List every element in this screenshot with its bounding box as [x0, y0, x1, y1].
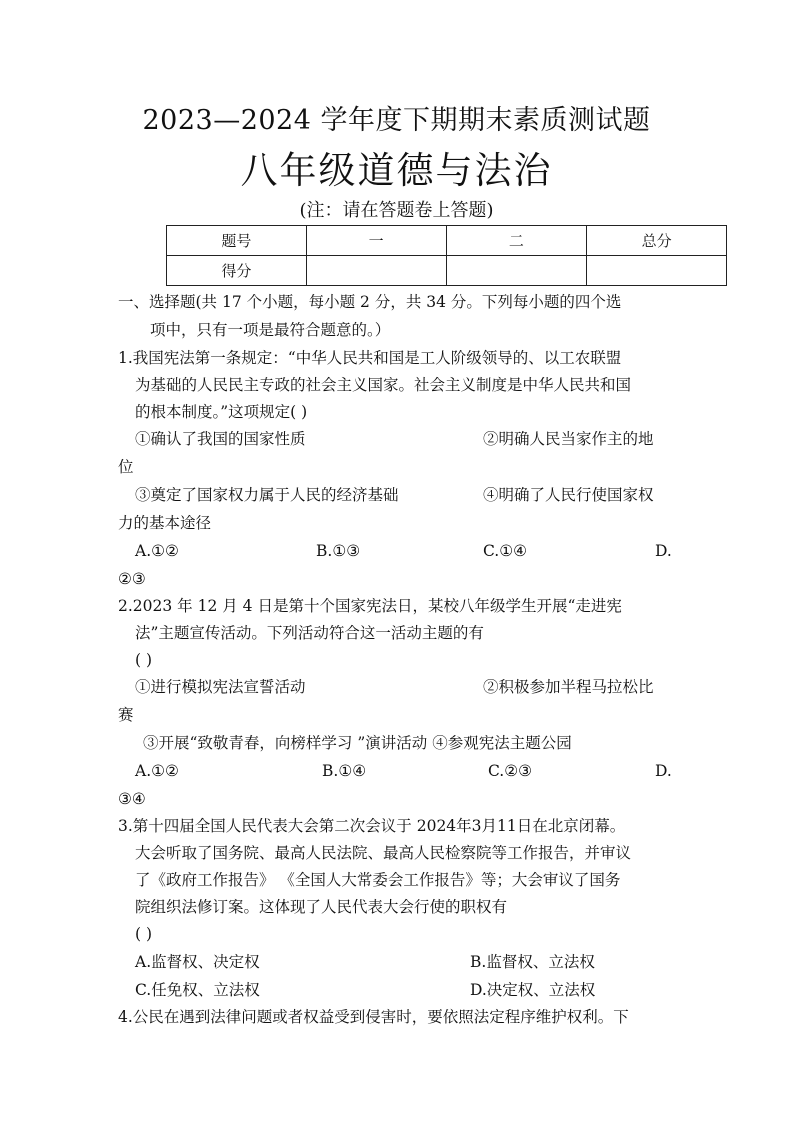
score-table	[166, 225, 727, 286]
question-1-text: 1.我国宪法第一条规定：“中华人民共和国是工人阶级领导的、以工农联盟	[118, 349, 622, 367]
question-1-option-a[interactable]: A.①②	[135, 542, 179, 560]
question-1-statement: ③奠定了国家权力属于人民的经济基础	[135, 486, 399, 504]
table-cell: 题号	[167, 226, 307, 256]
subject-title: 八年级道德与法治	[240, 149, 553, 192]
question-1-option-d[interactable]: ②③	[118, 570, 146, 588]
question-1-text: 的根本制度。”这项规定( )	[135, 403, 308, 421]
question-3-text: 院组织法修订案。这体现了人民代表大会行使的职权有	[135, 898, 508, 916]
section-heading: 一、选择题(共 17 个小题，每小题 2 分，共 34 分。下列每小题的四个选	[118, 293, 622, 311]
question-3-text: 大会听取了国务院、最高人民法院、最高人民检察院等工作报告，并审议	[135, 844, 632, 862]
question-2-option-d[interactable]: ③④	[118, 790, 146, 808]
question-2-option-b[interactable]: B.①④	[322, 762, 367, 780]
question-1-option-d[interactable]: D.	[655, 542, 672, 560]
question-1-option-c[interactable]: C.①④	[483, 542, 528, 560]
question-2-statement: ①进行模拟宪法宣誓活动	[135, 678, 306, 696]
question-3-option-b[interactable]: B.监督权、立法权	[470, 953, 595, 971]
answer-blank: ( )	[135, 651, 153, 669]
question-2-option-a[interactable]: A.①②	[135, 762, 179, 780]
question-1-statement: ④明确了人民行使国家权	[483, 486, 654, 504]
question-3-option-d[interactable]: D.决定权、立法权	[470, 981, 596, 999]
question-2-statement: ③开展“致敬青春，向榜样学习 ”演讲活动 ④参观宪法主题公园	[143, 734, 572, 752]
table-row	[167, 226, 727, 256]
score-input-cell[interactable]	[306, 256, 446, 286]
question-4-text: 4.公民在遇到法律问题或者权益受到侵害时，要依照法定程序维护权利。下	[118, 1008, 629, 1026]
exam-title: 2023—2024 学年度下期期末素质测试题	[142, 105, 651, 136]
question-3-text: 了《政府工作报告》 《全国人大常委会工作报告》等；大会审议了国务	[135, 871, 621, 889]
question-1-statement: 位	[118, 458, 134, 476]
question-3-option-a[interactable]: A.监督权、决定权	[135, 953, 260, 971]
question-2-option-c[interactable]: C.②③	[488, 762, 533, 780]
table-cell: 总分	[587, 226, 727, 256]
table-cell: 得分	[167, 256, 307, 286]
question-2-text: 2.2023 年 12 月 4 日是第十个国家宪法日，某校八年级学生开展“走进宪	[118, 597, 622, 615]
question-2-statement: ②积极参加半程马拉松比	[483, 678, 654, 696]
section-heading-cont: 项中，只有一项是最符合题意的。）	[150, 321, 391, 339]
answer-note: (注：请在答题卷上答题)	[299, 200, 494, 221]
score-input-cell[interactable]	[446, 256, 587, 286]
question-2-option-d[interactable]: D.	[655, 762, 672, 780]
question-3-option-c[interactable]: C.任免权、立法权	[135, 981, 260, 999]
question-3-text: 3.第十四届全国人民代表大会第二次会议于 2024年3月11日在北京闭幕。	[118, 817, 626, 835]
table-cell: 一	[306, 226, 446, 256]
answer-blank: ( )	[135, 925, 153, 943]
question-1-statement: ①确认了我国的国家性质	[135, 430, 306, 448]
question-1-statement: 力的基本途径	[118, 514, 212, 532]
question-1-option-b[interactable]: B.①③	[316, 542, 361, 560]
table-cell: 二	[446, 226, 587, 256]
question-1-text: 为基础的人民民主专政的社会主义国家。社会主义制度是中华人民共和国	[135, 376, 632, 394]
question-1-statement: ②明确人民当家作主的地	[483, 430, 654, 448]
table-row	[167, 256, 727, 286]
question-2-statement: 赛	[118, 706, 134, 724]
question-2-text: 法”主题宣传活动。下列活动符合这一活动主题的有	[135, 624, 484, 642]
score-input-cell[interactable]	[587, 256, 727, 286]
